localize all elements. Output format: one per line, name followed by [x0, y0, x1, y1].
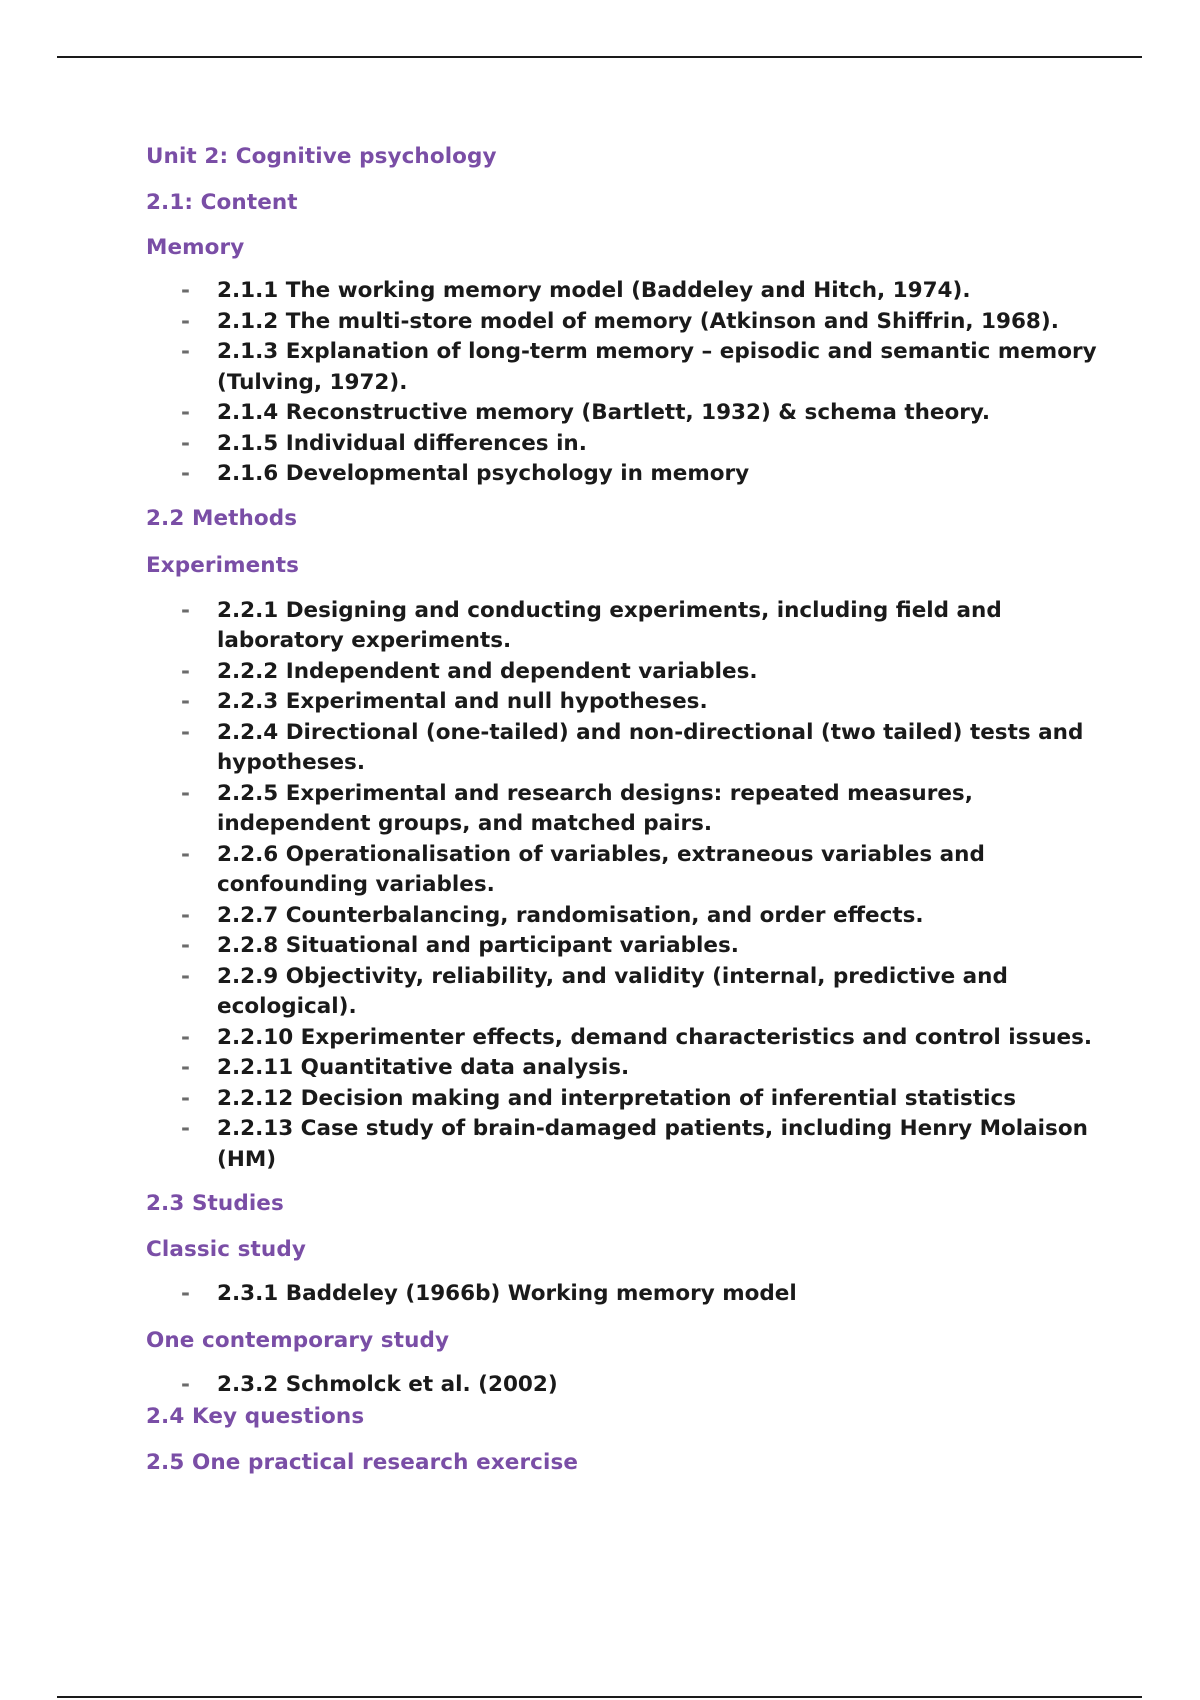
document-body — [146, 142, 1106, 1478]
bullet-dash: - — [181, 430, 190, 456]
list-item-text: 2.2.8 Situational and participant variables. — [217, 933, 739, 958]
list-item — [146, 307, 1106, 338]
list-item — [146, 276, 1106, 307]
bullet-dash: - — [181, 658, 190, 684]
bullet-dash: - — [181, 1085, 190, 1111]
practical-exercise-heading: 2.5 One practical research exercise — [146, 1450, 579, 1475]
list-item — [146, 657, 1106, 688]
bullet-dash: - — [181, 1055, 190, 1080]
list-item-text: 2.3.2 Schmolck et al. (2002) — [217, 1371, 558, 1397]
top-rule — [57, 56, 1142, 58]
bullet-dash: - — [181, 1281, 190, 1306]
list-item-text: 2.1.4 Reconstructive memory (Bartlett, 1932) & schema theory. — [217, 400, 991, 425]
list-item — [146, 962, 1106, 1023]
list-item — [146, 1370, 1106, 1401]
classic-study-list — [146, 1279, 1106, 1310]
list-item — [146, 337, 1106, 398]
list-item-text: 2.2.3 Experimental and null hypotheses. — [217, 689, 708, 714]
list-item-text: 2.2.11 Quantitative data analysis. — [217, 1055, 630, 1080]
list-item-text: 2.2.7 Counterbalancing, randomisation, and order effects. — [217, 902, 924, 928]
list-item — [146, 779, 1106, 840]
bullet-dash: - — [181, 780, 190, 806]
list-item — [146, 718, 1106, 779]
bullet-dash: - — [181, 1371, 190, 1397]
bullet-dash: - — [181, 963, 190, 989]
content-heading: 2.1: Content — [146, 190, 298, 215]
methods-heading: 2.2 Methods — [146, 505, 298, 531]
list-item-text: 2.2.2 Independent and dependent variables. — [217, 658, 758, 684]
list-item — [146, 596, 1106, 657]
bullet-dash: - — [181, 597, 190, 623]
studies-heading: 2.3 Studies — [146, 1191, 284, 1216]
classic-study-heading: Classic study — [146, 1237, 306, 1262]
bullet-dash: - — [181, 1024, 190, 1050]
list-item-text: 2.1.3 Explanation of long-term memory – episodic and semantic memory (Tulving, 1972). — [217, 339, 1097, 395]
list-item-text: 2.1.1 The working memory model (Baddeley and Hitch, 1974). — [217, 278, 971, 303]
experiments-heading: Experiments — [146, 552, 299, 578]
bullet-dash: - — [181, 400, 190, 425]
memory-heading: Memory — [146, 235, 245, 260]
list-item — [146, 1053, 1106, 1084]
bullet-dash: - — [181, 339, 190, 364]
list-item-text: 2.2.1 Designing and conducting experiments, including field and laboratory experiments. — [217, 597, 1002, 653]
list-item-text: 2.2.6 Operationalisation of variables, extraneous variables and confounding variables. — [217, 841, 985, 897]
bullet-dash: - — [181, 841, 190, 867]
bullet-dash: - — [181, 902, 190, 928]
list-item — [146, 1114, 1106, 1175]
list-item-text: 2.2.4 Directional (one-tailed) and non-directional (two tailed) tests and hypotheses. — [217, 719, 1084, 775]
bullet-dash: - — [181, 278, 190, 303]
list-item — [146, 687, 1106, 718]
bullet-dash: - — [181, 933, 190, 958]
list-item — [146, 398, 1106, 429]
list-item — [146, 1279, 1106, 1310]
list-item — [146, 1023, 1106, 1054]
bullet-dash: - — [181, 461, 190, 486]
list-item-text: 2.2.12 Decision making and interpretation of inferential statistics — [217, 1085, 1017, 1111]
list-item-text: 2.2.10 Experimenter effects, demand characteristics and control issues. — [217, 1024, 1093, 1050]
bullet-dash: - — [181, 1116, 190, 1141]
memory-list — [146, 276, 1106, 490]
contemporary-study-heading: One contemporary study — [146, 1327, 450, 1353]
list-item-text: 2.1.6 Developmental psychology in memory — [217, 461, 750, 486]
list-item-text: 2.3.1 Baddeley (1966b) Working memory model — [217, 1281, 797, 1306]
list-item — [146, 459, 1106, 490]
list-item-text: 2.2.5 Experimental and research designs: repeated measures, independent groups, and matched pairs. — [217, 780, 973, 836]
list-item — [146, 931, 1106, 962]
list-item — [146, 1084, 1106, 1115]
experiments-list — [146, 596, 1106, 1176]
list-item-text: 2.2.9 Objectivity, reliability, and validity (internal, predictive and ecological). — [217, 963, 1008, 1019]
contemporary-study-list — [146, 1370, 1106, 1401]
bottom-rule — [57, 1696, 1142, 1698]
unit-title: Unit 2: Cognitive psychology — [146, 144, 497, 169]
key-questions-heading: 2.4 Key questions — [146, 1404, 365, 1429]
list-item — [146, 840, 1106, 901]
bullet-dash: - — [181, 719, 190, 745]
bullet-dash: - — [181, 308, 190, 334]
list-item — [146, 901, 1106, 932]
list-item-text: 2.1.2 The multi-store model of memory (Atkinson and Shiffrin, 1968). — [217, 308, 1059, 334]
list-item — [146, 429, 1106, 460]
bullet-dash: - — [181, 689, 190, 714]
list-item-text: 2.2.13 Case study of brain-damaged patients, including Henry Molaison (HM) — [217, 1116, 1088, 1172]
list-item-text: 2.1.5 Individual differences in. — [217, 430, 587, 456]
